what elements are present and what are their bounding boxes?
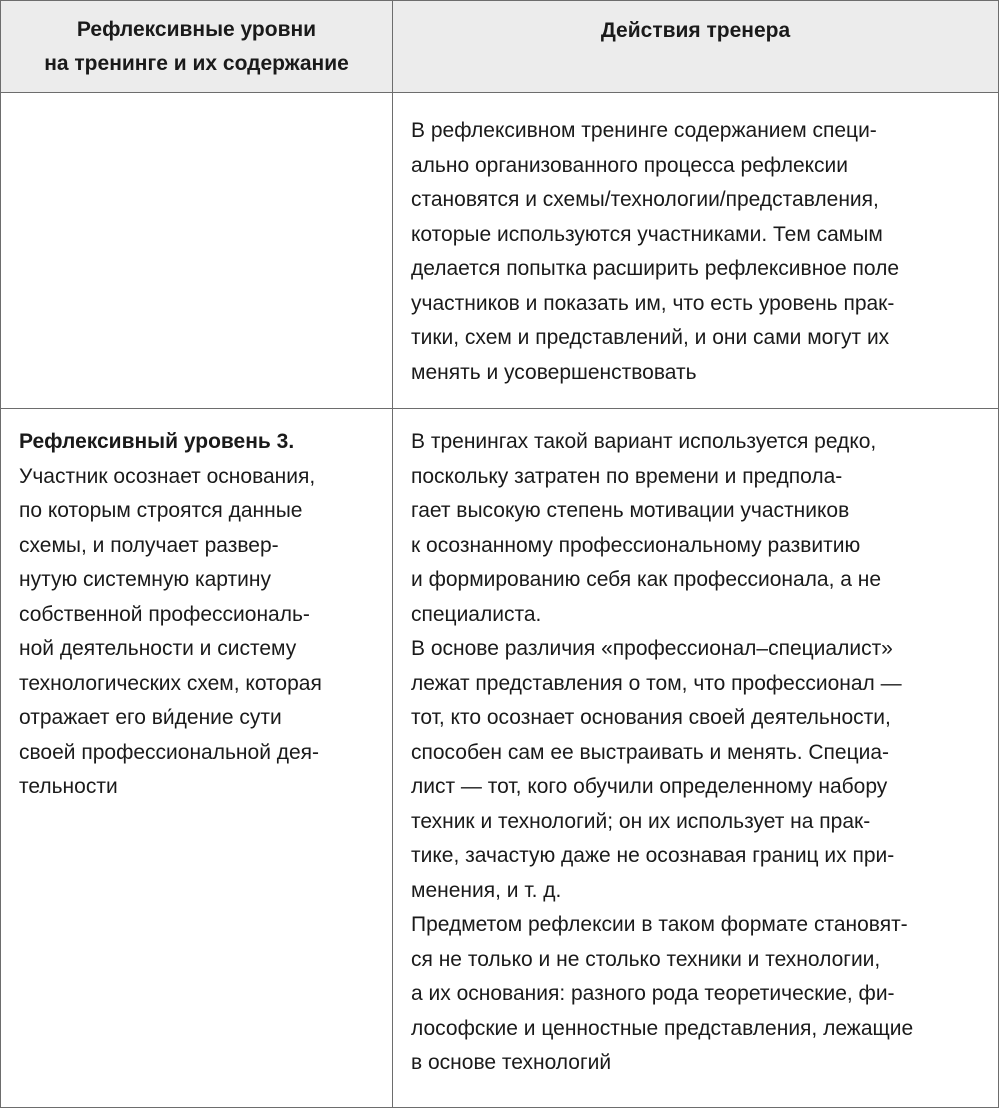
text-line: своей профессиональной дея-: [19, 740, 320, 764]
text-line: техник и технологий; он их использует на прак-: [411, 809, 871, 833]
text-line: тике, зачастую даже не осознавая границ их при-: [411, 844, 895, 867]
text-line: ной деятельности и систему: [19, 637, 297, 660]
text-line: ся не только и не столько техники и технологии,: [411, 947, 881, 971]
header-cell-levels: [1, 13, 392, 81]
text-line: тельности: [19, 775, 118, 798]
text-line: тики, схем и представлений, и они сами могут их: [411, 326, 890, 349]
text-line: в основе технологий: [411, 1051, 612, 1074]
text-line: менения, и т. д.: [411, 878, 562, 902]
row1-trainer-actions-cell: [411, 114, 991, 390]
row-divider: [1, 408, 998, 409]
text-line: участников и показать им, что есть уровень прак-: [411, 291, 895, 315]
text-line: поскольку затратен по времени и предпола-: [411, 464, 843, 488]
header-left-line: на тренинге и их содержание: [44, 52, 349, 75]
text-line: собственной профессиональ-: [19, 602, 310, 626]
text-line: нутую системную картину: [19, 568, 271, 591]
text-line: отражает его ви́дение сути: [19, 706, 282, 729]
text-line: В тренингах такой вариант используется редко,: [411, 430, 877, 453]
text-line: к осознанному профессиональному развитию: [411, 533, 861, 557]
text-line: технологических схем, которая: [19, 671, 322, 695]
column-divider: [392, 1, 393, 1107]
level-title: Рефлексивный уровень 3.: [19, 430, 295, 453]
row2-trainer-actions-cell: [411, 425, 991, 1081]
table-header-row: [1, 1, 998, 93]
text-line: Участник осознает основания,: [19, 464, 316, 488]
text-line: способен сам ее выстраивать и менять. Специа-: [411, 740, 890, 764]
text-line: Предметом рефлексии в таком формате становят-: [411, 913, 908, 936]
text-line: тот, кто осознает основания своей деятельности,: [411, 706, 891, 729]
text-line: становятся и схемы/технологии/представления,: [411, 188, 879, 211]
text-line: схемы, и получает развер-: [19, 533, 279, 557]
row2-level-cell: [19, 425, 384, 805]
header-cell-trainer-actions: [393, 14, 998, 48]
text-line: делается попытка расширить рефлексивное поле: [411, 257, 900, 280]
text-line: специалиста.: [411, 602, 542, 626]
text-line: ально организованного процесса рефлексии: [411, 153, 849, 177]
text-line: В основе различия «профессионал–специалист»: [411, 637, 893, 660]
text-line: и формированию себя как профессионала, а не: [411, 568, 882, 591]
text-line: лист — тот, кого обучили определенному набору: [411, 775, 888, 798]
text-line: гает высокую степень мотивации участников: [411, 499, 850, 522]
text-line: которые используются участниками. Тем самым: [411, 222, 883, 246]
header-left-line: Рефлексивные уровни: [76, 18, 317, 41]
text-line: а их основания: разного рода теоретические, фи-: [411, 982, 895, 1005]
text-line: по которым строятся данные: [19, 499, 303, 522]
text-line: менять и усовершенствовать: [411, 360, 697, 384]
text-line: лософские и ценностные представления, лежащие: [411, 1016, 914, 1040]
text-line: лежат представления о том, что профессионал —: [411, 671, 902, 695]
text-line: В рефлексивном тренинге содержанием специ-: [411, 119, 877, 142]
header-right-text: Действия тренера: [600, 19, 791, 42]
